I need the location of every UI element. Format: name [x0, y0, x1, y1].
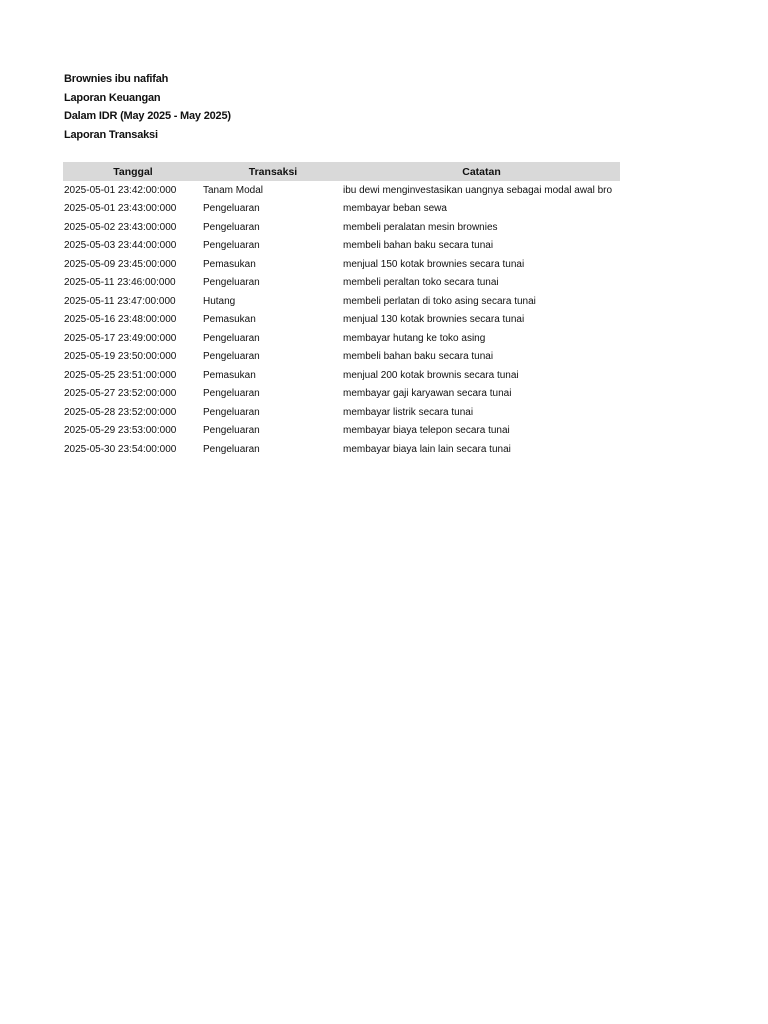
column-header-transaction: Transaksi	[203, 162, 343, 181]
cell-note: membeli perlatan di toko asing secara tunai	[343, 295, 536, 307]
cell-note: membayar listrik secara tunai	[343, 406, 474, 418]
table-row	[63, 422, 620, 441]
report-title: Laporan Keuangan	[64, 91, 161, 104]
column-header-note: Catatan	[343, 162, 620, 181]
cell-note: ibu dewi menginvestasikan uangnya sebagai modal awal bro	[343, 184, 613, 196]
cell-date: 2025-05-25 23:51:00:000	[64, 369, 177, 381]
cell-transaction: Pengeluaran	[203, 221, 260, 233]
cell-transaction: Hutang	[203, 295, 236, 307]
table-row	[63, 237, 620, 256]
cell-transaction: Pemasukan	[203, 258, 256, 270]
cell-date: 2025-05-29 23:53:00:000	[64, 425, 177, 437]
cell-transaction: Pengeluaran	[203, 240, 260, 252]
cell-date: 2025-05-11 23:47:00:000	[64, 295, 176, 307]
cell-transaction: Pengeluaran	[203, 332, 260, 344]
cell-date: 2025-05-01 23:43:00:000	[64, 203, 177, 215]
cell-note: menjual 200 kotak brownis secara tunai	[343, 369, 519, 381]
cell-date: 2025-05-11 23:46:00:000	[64, 277, 176, 289]
section-title: Laporan Transaksi	[64, 128, 158, 141]
currency-period: Dalam IDR (May 2025 - May 2025)	[64, 110, 231, 122]
cell-date: 2025-05-19 23:50:00:000	[64, 351, 177, 363]
cell-note: membayar beban sewa	[343, 203, 447, 215]
cell-date: 2025-05-27 23:52:00:000	[64, 388, 177, 400]
cell-transaction: Pengeluaran	[203, 406, 260, 418]
cell-note: membeli peralatan mesin brownies	[343, 221, 498, 233]
cell-date: 2025-05-28 23:52:00:000	[64, 406, 177, 418]
table-row	[63, 440, 620, 459]
cell-transaction: Pengeluaran	[203, 425, 260, 437]
cell-transaction: Pengeluaran	[203, 351, 260, 363]
cell-note: membayar gaji karyawan secara tunai	[343, 388, 512, 400]
cell-transaction: Pengeluaran	[203, 203, 260, 215]
cell-note: membayar biaya telepon secara tunai	[343, 425, 510, 437]
table-row	[63, 311, 620, 330]
table-row	[63, 348, 620, 367]
cell-note: membeli peraltan toko secara tunai	[343, 277, 499, 289]
table-header-row	[63, 162, 620, 181]
cell-transaction: Pemasukan	[203, 369, 256, 381]
cell-date: 2025-05-01 23:42:00:000	[64, 184, 177, 196]
cell-note: membayar biaya lain lain secara tunai	[343, 443, 511, 455]
cell-date: 2025-05-03 23:44:00:000	[64, 240, 177, 252]
cell-transaction: Tanam Modal	[203, 184, 264, 196]
cell-date: 2025-05-02 23:43:00:000	[64, 221, 177, 233]
report-header	[64, 70, 231, 144]
table-row	[63, 181, 620, 200]
cell-transaction: Pemasukan	[203, 314, 256, 326]
cell-date: 2025-05-30 23:54:00:000	[64, 443, 177, 455]
column-header-date: Tanggal	[63, 162, 203, 181]
table-row	[63, 366, 620, 385]
cell-date: 2025-05-16 23:48:00:000	[64, 314, 177, 326]
cell-note: membeli bahan baku secara tunai	[343, 351, 494, 363]
table-row	[63, 403, 620, 422]
table-row	[63, 200, 620, 219]
cell-transaction: Pengeluaran	[203, 388, 260, 400]
cell-date: 2025-05-17 23:49:00:000	[64, 332, 177, 344]
table-row	[63, 329, 620, 348]
table-body	[63, 181, 620, 459]
transactions-table	[63, 162, 620, 459]
cell-note: membeli bahan baku secara tunai	[343, 240, 494, 252]
table-row	[63, 274, 620, 293]
cell-transaction: Pengeluaran	[203, 277, 260, 289]
cell-date: 2025-05-09 23:45:00:000	[64, 258, 177, 270]
transactions-table-wrapper	[63, 162, 620, 459]
company-name: Brownies ibu nafifah	[64, 73, 169, 85]
cell-note: membayar hutang ke toko asing	[343, 332, 486, 344]
cell-note: menjual 130 kotak brownies secara tunai	[343, 314, 525, 326]
table-row	[63, 385, 620, 404]
cell-transaction: Pengeluaran	[203, 443, 260, 455]
table-row	[63, 292, 620, 311]
table-row	[63, 255, 620, 274]
cell-note: menjual 150 kotak brownies secara tunai	[343, 258, 525, 270]
table-row	[63, 218, 620, 237]
